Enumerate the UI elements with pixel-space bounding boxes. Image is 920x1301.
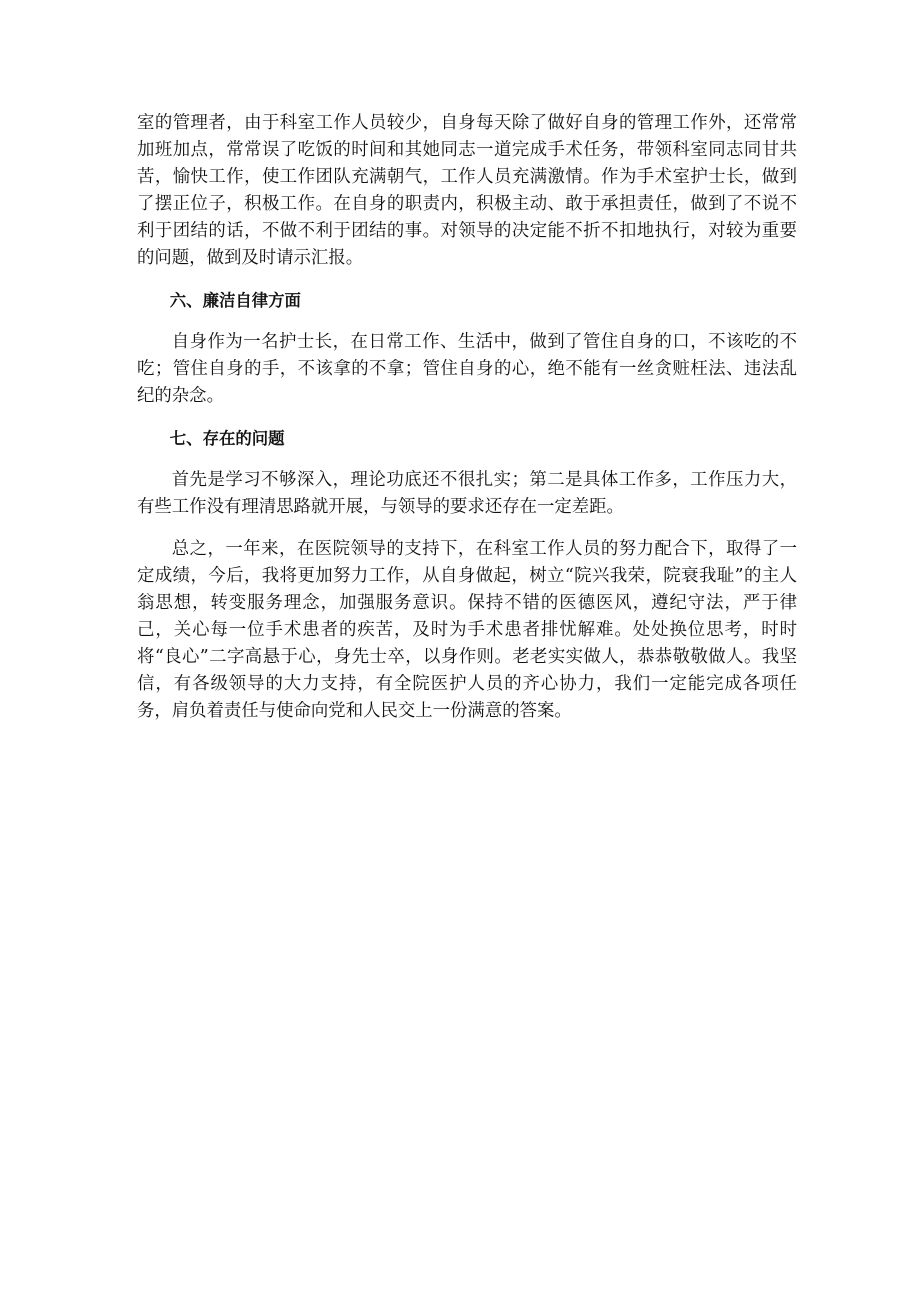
section-heading-integrity: 六、廉洁自律方面 [169, 291, 301, 310]
body-paragraph-problems: 首先是学习不够深入，理论功底还不很扎实；第二是具体工作多，工作压力大，有些工作没有理清思路就开展，与领导的要求还存在一定差距。 [137, 470, 797, 517]
section-heading-problems: 七、存在的问题 [169, 429, 285, 448]
body-paragraph-summary: 总之，一年来，在医院领导的支持下，在科室工作人员的努力配合下，取得了一定成绩，今后，我将更加努力工作，从自身做起，树立“院兴我荣，院衰我耻”的主人翁思想，转变服务理念，加强服务意识。保持不错的医德医风，遵纪守法，严于律己，关心每一位手术患者的疾苦，及时为手术患者排忧解难。处处换位思考，时时将“良心”二字高悬于心，身先士卒，以身作则。老老实实做人，恭恭敬敬做人。我坚信，有各级领导的大力支持，有全院医护人员的齐心协力，我们一定能完成各项任务，肩负着责任与使命向党和人民交上一份满意的答案。 [137, 539, 797, 721]
body-paragraph-continued: 室的管理者，由于科室工作人员较少，自身每天除了做好自身的管理工作外，还常常加班加点，常常误了吃饭的时间和其她同志一道完成手术任务，带领科室同志同甘共苦，愉快工作，使工作团队充满朝气，工作人员充满激情。作为手术室护士长，做到了摆正位子，积极工作。在自身的职责内，积极主动、敢于承担责任，做到了不说不利于团结的话，不做不利于团结的事。对领导的决定能不折不扣地执行，对较为重要的问题，做到及时请示汇报。 [137, 113, 797, 268]
document-page [137, 110, 797, 740]
body-paragraph-integrity: 自身作为一名护士长，在日常工作、生活中，做到了管住自身的口，不该吃的不吃；管住自身的手，不该拿的不拿；管住自身的心，绝不能有一丝贪赃枉法、违法乱纪的杂念。 [137, 332, 797, 406]
